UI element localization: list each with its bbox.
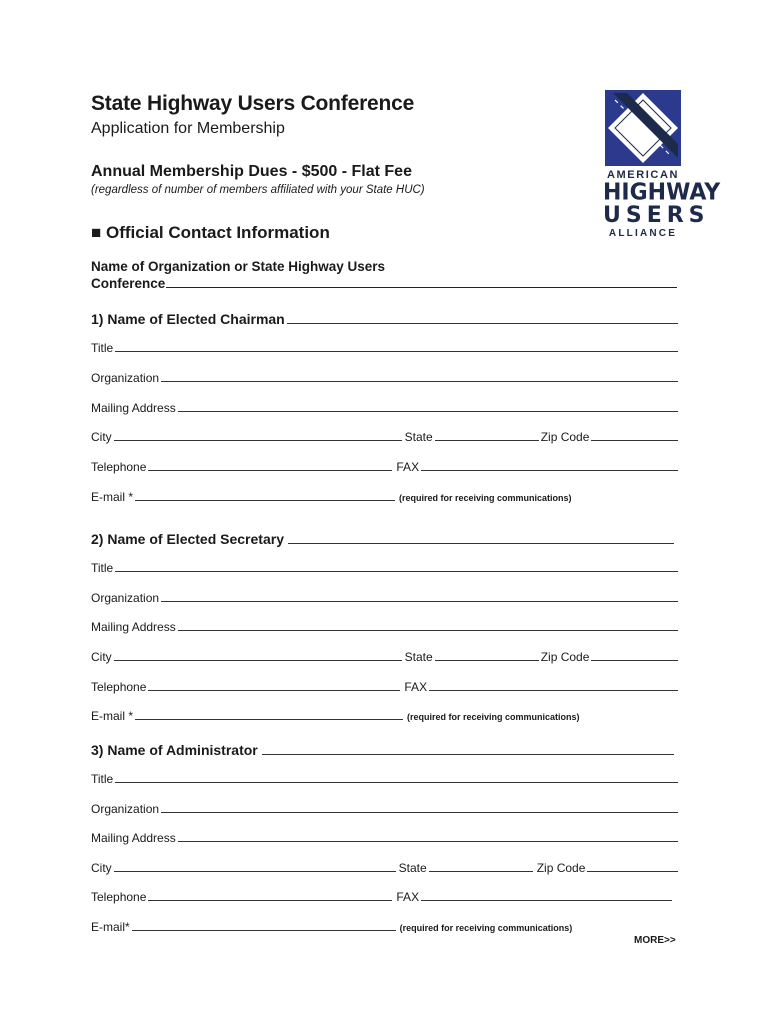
membership-dues: Annual Membership Dues - $500 - Flat Fee (91, 163, 412, 180)
organization-label: Organization (91, 591, 160, 605)
logo-text-users: USERS (603, 203, 710, 228)
city-blank[interactable] (114, 660, 402, 661)
chairman-heading: 1) Name of Elected Chairman (91, 311, 285, 327)
administrator-title-field[interactable] (91, 770, 678, 786)
email-blank[interactable] (132, 930, 396, 931)
logo-text-american: AMERICAN (606, 169, 680, 181)
zip-label: Zip Code (540, 650, 590, 664)
administrator-name-blank[interactable] (262, 754, 674, 755)
logo-text-highway: HIGHWAY (603, 179, 721, 206)
secretary-heading: 2) Name of Elected Secretary (91, 531, 284, 547)
state-blank[interactable] (435, 660, 539, 661)
chairman-city-state-zip (91, 428, 678, 444)
telephone-label: Telephone (91, 680, 147, 694)
state-label: State (398, 861, 427, 875)
title-label: Title (91, 561, 114, 575)
email-blank[interactable] (135, 719, 403, 720)
state-blank[interactable] (429, 871, 533, 872)
title-blank[interactable] (115, 571, 678, 572)
state-label: State (404, 430, 433, 444)
city-label: City (91, 650, 112, 664)
email-required-note: (required for receiving communications) (407, 712, 580, 722)
organization-name-field[interactable] (91, 258, 677, 292)
telephone-blank[interactable] (148, 900, 392, 901)
administrator-mailing-field[interactable] (91, 829, 678, 845)
mailing-address-label: Mailing Address (91, 831, 176, 845)
telephone-blank[interactable] (148, 690, 400, 691)
administrator-section (91, 738, 678, 938)
chairman-organization-field[interactable] (91, 369, 678, 385)
chairman-title-field[interactable] (91, 339, 678, 355)
administrator-heading: 3) Name of Administrator (91, 742, 258, 758)
email-required-note: (required for receiving communications) (399, 493, 572, 503)
chairman-phone-fax (91, 458, 678, 474)
city-label: City (91, 861, 112, 875)
organization-label: Organization (91, 802, 160, 816)
fax-label: FAX (404, 680, 428, 694)
state-blank[interactable] (435, 440, 539, 441)
title-blank[interactable] (115, 351, 678, 352)
administrator-phone-fax (91, 888, 678, 904)
secretary-phone-fax (91, 678, 678, 694)
ahua-logo (603, 90, 721, 239)
telephone-label: Telephone (91, 460, 147, 474)
organization-label: Organization (91, 371, 160, 385)
page-subtitle: Application for Membership (91, 120, 285, 137)
city-blank[interactable] (114, 871, 396, 872)
secretary-section (91, 527, 678, 727)
mailing-address-blank[interactable] (178, 841, 678, 842)
email-label: E-mail * (91, 709, 134, 723)
zip-label: Zip Code (540, 430, 590, 444)
logo-text-alliance: ALLIANCE (608, 228, 678, 239)
organization-name-label-line2: Conference (91, 276, 166, 291)
telephone-label: Telephone (91, 890, 147, 904)
organization-blank[interactable] (161, 812, 678, 813)
mailing-address-label: Mailing Address (91, 620, 176, 634)
fax-blank[interactable] (421, 900, 672, 901)
secretary-name-blank[interactable] (288, 543, 674, 544)
fax-blank[interactable] (421, 470, 678, 471)
title-blank[interactable] (115, 782, 678, 783)
title-label: Title (91, 341, 114, 355)
mailing-address-blank[interactable] (178, 411, 678, 412)
fax-blank[interactable] (429, 690, 678, 691)
zip-blank[interactable] (587, 871, 678, 872)
organization-name-blank[interactable] (166, 275, 677, 288)
email-label: E-mail* (91, 920, 130, 934)
road-diamond-icon (605, 90, 681, 166)
email-required-note: (required for receiving communications) (399, 923, 573, 933)
administrator-name-field[interactable] (91, 738, 678, 758)
contact-info-heading: ■ Official Contact Information (91, 223, 330, 242)
more-link[interactable]: MORE>> (634, 935, 676, 946)
mailing-address-label: Mailing Address (91, 401, 176, 415)
secretary-city-state-zip (91, 648, 678, 664)
administrator-organization-field[interactable] (91, 800, 678, 816)
organization-blank[interactable] (161, 601, 678, 602)
city-blank[interactable] (114, 440, 402, 441)
secretary-title-field[interactable] (91, 559, 678, 575)
organization-blank[interactable] (161, 381, 678, 382)
zip-label: Zip Code (536, 861, 586, 875)
telephone-blank[interactable] (148, 470, 392, 471)
page-title: State Highway Users Conference (91, 92, 415, 115)
email-blank[interactable] (135, 500, 395, 501)
secretary-email-field (91, 707, 678, 723)
administrator-city-state-zip (91, 859, 678, 875)
organization-name-label-line1: Name of Organization or State Highway Users (91, 259, 386, 274)
membership-dues-note: (regardless of number of members affiliated with your State HUC) (91, 184, 425, 196)
mailing-address-blank[interactable] (178, 630, 678, 631)
state-label: State (404, 650, 433, 664)
title-label: Title (91, 772, 114, 786)
secretary-organization-field[interactable] (91, 589, 678, 605)
fax-label: FAX (396, 460, 420, 474)
secretary-mailing-field[interactable] (91, 618, 678, 634)
zip-blank[interactable] (591, 660, 678, 661)
zip-blank[interactable] (591, 440, 678, 441)
chairman-name-blank[interactable] (287, 323, 678, 324)
chairman-section (91, 307, 678, 507)
email-label: E-mail * (91, 490, 134, 504)
secretary-name-field[interactable] (91, 527, 678, 547)
fax-label: FAX (396, 890, 420, 904)
chairman-name-field[interactable] (91, 307, 678, 327)
city-label: City (91, 430, 112, 444)
chairman-email-field (91, 488, 678, 504)
chairman-mailing-field[interactable] (91, 399, 678, 415)
administrator-email-field (91, 918, 678, 934)
